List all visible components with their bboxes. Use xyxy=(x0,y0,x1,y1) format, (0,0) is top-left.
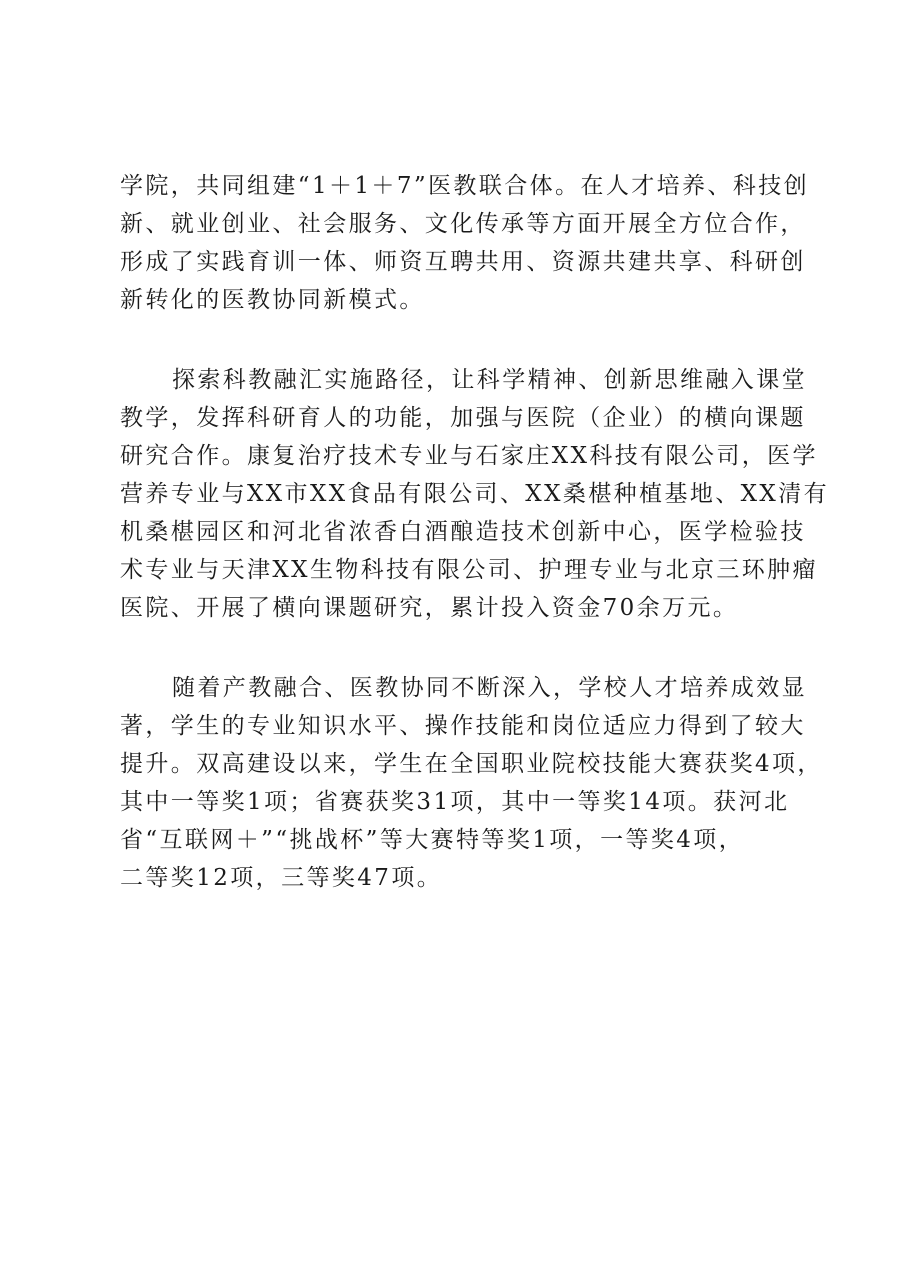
paragraph-line: 二等奖12项，三等奖47项。 xyxy=(120,865,443,891)
paragraph-line: 提升。双高建设以来，学生在全国职业院校技能大赛获奖4项， xyxy=(120,751,823,777)
paragraph-1 xyxy=(120,167,820,319)
paragraph-spacer xyxy=(120,627,820,669)
paragraph-3 xyxy=(120,669,823,897)
paragraph-line: 著，学生的专业知识水平、操作技能和岗位适应力得到了较大 xyxy=(120,713,806,739)
paragraph-line: 随着产教融合、医教协同不断深入，学校人才培养成效显 xyxy=(172,675,807,701)
paragraph-line: 术专业与天津XX生物科技有限公司、护理专业与北京三环肿瘤 xyxy=(120,557,818,583)
paragraph-line: 形成了实践育训一体、师资互聘共用、资源共建共享、科研创 xyxy=(120,249,806,275)
paragraph-line: 研究合作。康复治疗技术专业与石家庄XX科技有限公司，医学 xyxy=(120,443,818,469)
paragraph-line: 医院、开展了横向课题研究，累计投入资金70余万元。 xyxy=(120,595,739,621)
paragraph-line: 省“互联网＋”“挑战杯”等大赛特等奖1项，一等奖4项， xyxy=(120,827,745,853)
paragraph-line: 新、就业创业、社会服务、文化传承等方面开展全方位合作， xyxy=(120,211,806,237)
paragraph-line: 学院，共同组建“1＋1＋7”医教联合体。在人才培养、科技创 xyxy=(120,173,810,199)
paragraph-2 xyxy=(120,361,829,627)
paragraph-line: 营养专业与XX市XX食品有限公司、XX桑椹种植基地、XX清有 xyxy=(120,481,829,507)
paragraph-line: 探索科教融汇实施路径，让科学精神、创新思维融入课堂 xyxy=(172,367,807,393)
paragraph-line: 新转化的医教协同新模式。 xyxy=(120,287,425,313)
paragraph-spacer xyxy=(120,319,820,361)
document-body xyxy=(120,167,829,897)
paragraph-line: 机桑椹园区和河北省浓香白酒酿造技术创新中心，医学检验技 xyxy=(120,519,806,545)
paragraph-line: 其中一等奖1项；省赛获奖31项，其中一等奖14项。获河北 xyxy=(120,789,790,815)
paragraph-line: 教学，发挥科研育人的功能，加强与医院（企业）的横向课题 xyxy=(120,405,806,431)
